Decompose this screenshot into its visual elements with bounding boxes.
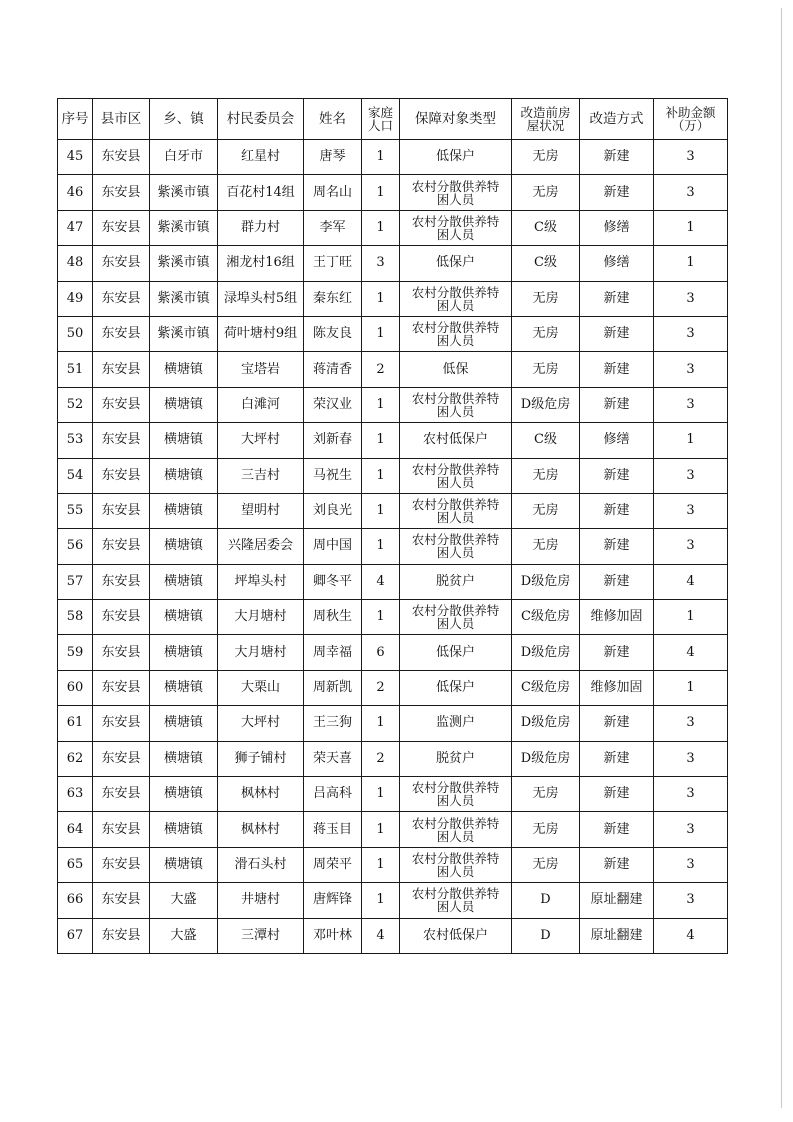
beneficiary-type-text: 农村分散供养特困人员 <box>411 603 500 632</box>
housing-condition-cell: 无房 <box>512 812 580 847</box>
table-row <box>58 777 728 812</box>
row-number-cell: 46 <box>58 175 93 210</box>
housing-condition-cell: C级危房 <box>512 600 580 635</box>
renovation-method-cell: 修缮 <box>580 246 654 281</box>
housing-condition-cell: 无房 <box>512 847 580 882</box>
household-size-cell: 1 <box>362 316 400 351</box>
county-cell: 东安县 <box>93 635 150 670</box>
subsidy-amount-cell: 3 <box>654 493 728 528</box>
county-cell: 东安县 <box>93 600 150 635</box>
village-committee-cell: 滑石头村 <box>218 847 304 882</box>
county-cell: 东安县 <box>93 458 150 493</box>
name-cell: 秦东红 <box>304 281 362 316</box>
township-cell: 紫溪市镇 <box>150 316 218 351</box>
renovation-method-cell: 新建 <box>580 281 654 316</box>
table-row <box>58 140 728 175</box>
county-cell: 东安县 <box>93 529 150 564</box>
renovation-method-cell: 修缮 <box>580 210 654 245</box>
row-number-cell: 58 <box>58 600 93 635</box>
subsidy-amount-cell: 3 <box>654 529 728 564</box>
name-cell: 李军 <box>304 210 362 245</box>
village-committee-cell: 三吉村 <box>218 458 304 493</box>
village-committee-cell: 枫林村 <box>218 777 304 812</box>
beneficiary-type-cell: 低保户 <box>400 140 512 175</box>
housing-condition-cell: 无房 <box>512 175 580 210</box>
housing-condition-cell: D级危房 <box>512 706 580 741</box>
village-committee-cell: 大坪村 <box>218 706 304 741</box>
county-cell: 东安县 <box>93 883 150 918</box>
household-size-cell: 6 <box>362 635 400 670</box>
household-size-cell: 2 <box>362 741 400 776</box>
township-cell: 横塘镇 <box>150 387 218 422</box>
header-cell: 序号 <box>58 99 93 140</box>
name-cell: 邓叶林 <box>304 918 362 953</box>
renovation-method-cell: 新建 <box>580 847 654 882</box>
beneficiary-type-cell: 低保 <box>400 352 512 387</box>
beneficiary-type-text: 农村分散供养特困人员 <box>411 851 500 879</box>
township-cell: 横塘镇 <box>150 423 218 458</box>
header-cell-text: 改造前房屋状况 <box>520 105 571 133</box>
township-cell: 紫溪市镇 <box>150 175 218 210</box>
name-cell: 唐辉锋 <box>304 883 362 918</box>
beneficiary-type-cell <box>400 812 512 847</box>
county-cell: 东安县 <box>93 847 150 882</box>
county-cell: 东安县 <box>93 706 150 741</box>
subsidy-amount-cell: 3 <box>654 847 728 882</box>
township-cell: 横塘镇 <box>150 847 218 882</box>
village-committee-cell: 三潭村 <box>218 918 304 953</box>
row-number-cell: 61 <box>58 706 93 741</box>
beneficiary-type-cell: 低保户 <box>400 246 512 281</box>
table-row <box>58 423 728 458</box>
table-row <box>58 600 728 635</box>
renovation-method-cell: 新建 <box>580 175 654 210</box>
township-cell: 横塘镇 <box>150 600 218 635</box>
renovation-method-cell: 新建 <box>580 493 654 528</box>
beneficiary-type-text: 农村分散供养特困人员 <box>411 213 500 242</box>
township-cell: 横塘镇 <box>150 458 218 493</box>
subsidy-amount-cell: 3 <box>654 387 728 422</box>
housing-condition-cell: D <box>512 883 580 918</box>
subsidy-amount-cell: 1 <box>654 210 728 245</box>
subsidy-table <box>57 98 728 954</box>
table-row <box>58 387 728 422</box>
housing-condition-cell: C级 <box>512 210 580 245</box>
county-cell: 东安县 <box>93 246 150 281</box>
subsidy-amount-cell: 3 <box>654 458 728 493</box>
beneficiary-type-cell: 低保户 <box>400 670 512 705</box>
household-size-cell: 1 <box>362 883 400 918</box>
table-row <box>58 706 728 741</box>
subsidy-amount-cell: 1 <box>654 423 728 458</box>
name-cell: 周秋生 <box>304 600 362 635</box>
county-cell: 东安县 <box>93 670 150 705</box>
beneficiary-type-text: 农村分散供养特困人员 <box>411 178 500 207</box>
name-cell: 吕高科 <box>304 777 362 812</box>
subsidy-amount-cell: 3 <box>654 741 728 776</box>
table-header-row <box>58 99 728 140</box>
renovation-method-cell: 新建 <box>580 706 654 741</box>
row-number-cell: 55 <box>58 493 93 528</box>
beneficiary-type-text: 农村分散供养特困人员 <box>411 320 500 349</box>
village-committee-cell: 枫林村 <box>218 812 304 847</box>
header-cell: 乡、镇 <box>150 99 218 140</box>
beneficiary-type-cell <box>400 458 512 493</box>
table-row <box>58 918 728 953</box>
renovation-method-cell: 原址翻建 <box>580 918 654 953</box>
name-cell: 周名山 <box>304 175 362 210</box>
subsidy-amount-cell: 3 <box>654 352 728 387</box>
household-size-cell: 1 <box>362 777 400 812</box>
beneficiary-type-cell <box>400 387 512 422</box>
county-cell: 东安县 <box>93 210 150 245</box>
township-cell: 横塘镇 <box>150 529 218 564</box>
subsidy-amount-cell: 1 <box>654 246 728 281</box>
beneficiary-type-cell <box>400 281 512 316</box>
township-cell: 横塘镇 <box>150 812 218 847</box>
housing-condition-cell: 无房 <box>512 352 580 387</box>
name-cell: 荣汉业 <box>304 387 362 422</box>
name-cell: 王丁旺 <box>304 246 362 281</box>
renovation-method-cell: 新建 <box>580 352 654 387</box>
housing-condition-cell: C级 <box>512 246 580 281</box>
beneficiary-type-cell <box>400 883 512 918</box>
county-cell: 东安县 <box>93 564 150 599</box>
household-size-cell: 1 <box>362 175 400 210</box>
beneficiary-type-cell: 农村低保户 <box>400 918 512 953</box>
township-cell: 横塘镇 <box>150 777 218 812</box>
page-edge <box>781 8 782 1108</box>
county-cell: 东安县 <box>93 352 150 387</box>
table-row <box>58 210 728 245</box>
subsidy-amount-cell: 1 <box>654 670 728 705</box>
row-number-cell: 50 <box>58 316 93 351</box>
village-committee-cell: 大坪村 <box>218 423 304 458</box>
subsidy-amount-cell: 3 <box>654 777 728 812</box>
housing-condition-cell: C级危房 <box>512 670 580 705</box>
household-size-cell: 2 <box>362 670 400 705</box>
beneficiary-type-text: 农村分散供养特困人员 <box>411 461 500 490</box>
renovation-method-cell: 新建 <box>580 529 654 564</box>
name-cell: 周荣平 <box>304 847 362 882</box>
county-cell: 东安县 <box>93 316 150 351</box>
header-cell <box>362 99 400 140</box>
household-size-cell: 1 <box>362 281 400 316</box>
township-cell: 大盛 <box>150 918 218 953</box>
housing-condition-cell: D级危房 <box>512 387 580 422</box>
village-committee-cell: 大月塘村 <box>218 635 304 670</box>
housing-condition-cell: D级危房 <box>512 635 580 670</box>
county-cell: 东安县 <box>93 387 150 422</box>
housing-condition-cell: D <box>512 918 580 953</box>
renovation-method-cell: 新建 <box>580 387 654 422</box>
header-cell: 县市区 <box>93 99 150 140</box>
table-row <box>58 883 728 918</box>
township-cell: 白牙市 <box>150 140 218 175</box>
village-committee-cell: 湘龙村16组 <box>218 246 304 281</box>
household-size-cell: 1 <box>362 706 400 741</box>
row-number-cell: 57 <box>58 564 93 599</box>
beneficiary-type-text: 农村分散供养特困人员 <box>411 886 500 915</box>
beneficiary-type-cell <box>400 847 512 882</box>
village-committee-cell: 兴隆居委会 <box>218 529 304 564</box>
row-number-cell: 60 <box>58 670 93 705</box>
village-committee-cell: 百花村14组 <box>218 175 304 210</box>
township-cell: 横塘镇 <box>150 670 218 705</box>
name-cell: 蒋清香 <box>304 352 362 387</box>
name-cell: 刘良光 <box>304 493 362 528</box>
row-number-cell: 56 <box>58 529 93 564</box>
village-committee-cell: 狮子铺村 <box>218 741 304 776</box>
beneficiary-type-cell <box>400 529 512 564</box>
household-size-cell: 1 <box>362 847 400 882</box>
renovation-method-cell: 维修加固 <box>580 600 654 635</box>
subsidy-amount-cell: 4 <box>654 564 728 599</box>
village-committee-cell: 宝塔岩 <box>218 352 304 387</box>
row-number-cell: 48 <box>58 246 93 281</box>
row-number-cell: 51 <box>58 352 93 387</box>
housing-condition-cell: 无房 <box>512 140 580 175</box>
table-row <box>58 812 728 847</box>
beneficiary-type-cell <box>400 777 512 812</box>
row-number-cell: 52 <box>58 387 93 422</box>
housing-condition-cell: D级危房 <box>512 741 580 776</box>
renovation-method-cell: 新建 <box>580 812 654 847</box>
township-cell: 横塘镇 <box>150 352 218 387</box>
row-number-cell: 54 <box>58 458 93 493</box>
village-committee-cell: 荷叶塘村9组 <box>218 316 304 351</box>
township-cell: 紫溪市镇 <box>150 246 218 281</box>
header-cell: 村民委员会 <box>218 99 304 140</box>
beneficiary-type-cell: 低保户 <box>400 635 512 670</box>
village-committee-cell: 群力村 <box>218 210 304 245</box>
housing-condition-cell: 无房 <box>512 281 580 316</box>
row-number-cell: 67 <box>58 918 93 953</box>
household-size-cell: 1 <box>362 493 400 528</box>
table-row <box>58 458 728 493</box>
village-committee-cell: 白滩河 <box>218 387 304 422</box>
header-cell <box>512 99 580 140</box>
beneficiary-type-cell <box>400 493 512 528</box>
beneficiary-type-text: 农村分散供养特困人员 <box>411 780 500 809</box>
name-cell: 王三狗 <box>304 706 362 741</box>
beneficiary-type-cell <box>400 316 512 351</box>
row-number-cell: 65 <box>58 847 93 882</box>
table-row <box>58 529 728 564</box>
household-size-cell: 1 <box>362 210 400 245</box>
beneficiary-type-cell: 脱贫户 <box>400 564 512 599</box>
renovation-method-cell: 新建 <box>580 635 654 670</box>
township-cell: 横塘镇 <box>150 706 218 741</box>
household-size-cell: 1 <box>362 140 400 175</box>
subsidy-amount-cell: 3 <box>654 316 728 351</box>
beneficiary-type-cell <box>400 600 512 635</box>
county-cell: 东安县 <box>93 175 150 210</box>
county-cell: 东安县 <box>93 423 150 458</box>
row-number-cell: 45 <box>58 140 93 175</box>
beneficiary-type-text: 农村分散供养特困人员 <box>411 497 500 526</box>
table-row <box>58 352 728 387</box>
table-row <box>58 847 728 882</box>
renovation-method-cell: 新建 <box>580 777 654 812</box>
table-body <box>58 140 728 954</box>
subsidy-amount-cell: 3 <box>654 175 728 210</box>
header-cell: 改造方式 <box>580 99 654 140</box>
subsidy-amount-cell: 4 <box>654 635 728 670</box>
name-cell: 刘新春 <box>304 423 362 458</box>
row-number-cell: 62 <box>58 741 93 776</box>
housing-condition-cell: C级 <box>512 423 580 458</box>
table-row <box>58 175 728 210</box>
township-cell: 紫溪市镇 <box>150 210 218 245</box>
header-cell: 姓名 <box>304 99 362 140</box>
county-cell: 东安县 <box>93 741 150 776</box>
housing-condition-cell: 无房 <box>512 493 580 528</box>
subsidy-amount-cell: 3 <box>654 883 728 918</box>
name-cell: 周幸福 <box>304 635 362 670</box>
village-committee-cell: 坪埠头村 <box>218 564 304 599</box>
name-cell: 陈友良 <box>304 316 362 351</box>
beneficiary-type-text: 农村分散供养特困人员 <box>411 390 500 419</box>
table-row <box>58 316 728 351</box>
household-size-cell: 1 <box>362 812 400 847</box>
table-row <box>58 281 728 316</box>
table-row <box>58 493 728 528</box>
renovation-method-cell: 新建 <box>580 564 654 599</box>
household-size-cell: 1 <box>362 529 400 564</box>
household-size-cell: 4 <box>362 564 400 599</box>
county-cell: 东安县 <box>93 812 150 847</box>
village-committee-cell: 井塘村 <box>218 883 304 918</box>
county-cell: 东安县 <box>93 281 150 316</box>
renovation-method-cell: 新建 <box>580 741 654 776</box>
name-cell: 周中国 <box>304 529 362 564</box>
renovation-method-cell: 新建 <box>580 316 654 351</box>
county-cell: 东安县 <box>93 493 150 528</box>
name-cell: 荣天喜 <box>304 741 362 776</box>
housing-condition-cell: 无房 <box>512 529 580 564</box>
household-size-cell: 2 <box>362 352 400 387</box>
row-number-cell: 66 <box>58 883 93 918</box>
subsidy-amount-cell: 3 <box>654 812 728 847</box>
county-cell: 东安县 <box>93 918 150 953</box>
housing-condition-cell: 无房 <box>512 458 580 493</box>
table-row <box>58 670 728 705</box>
village-committee-cell: 红星村 <box>218 140 304 175</box>
village-committee-cell: 望明村 <box>218 493 304 528</box>
village-committee-cell: 大月塘村 <box>218 600 304 635</box>
name-cell: 周新凯 <box>304 670 362 705</box>
subsidy-amount-cell: 3 <box>654 281 728 316</box>
table-row <box>58 741 728 776</box>
beneficiary-type-text: 农村分散供养特困人员 <box>411 532 500 561</box>
household-size-cell: 1 <box>362 600 400 635</box>
county-cell: 东安县 <box>93 777 150 812</box>
renovation-method-cell: 修缮 <box>580 423 654 458</box>
renovation-method-cell: 原址翻建 <box>580 883 654 918</box>
township-cell: 紫溪市镇 <box>150 281 218 316</box>
housing-condition-cell: 无房 <box>512 777 580 812</box>
household-size-cell: 1 <box>362 458 400 493</box>
household-size-cell: 1 <box>362 423 400 458</box>
name-cell: 卿冬平 <box>304 564 362 599</box>
household-size-cell: 3 <box>362 246 400 281</box>
housing-condition-cell: 无房 <box>512 316 580 351</box>
township-cell: 大盛 <box>150 883 218 918</box>
renovation-method-cell: 新建 <box>580 458 654 493</box>
beneficiary-type-cell <box>400 175 512 210</box>
table-row <box>58 564 728 599</box>
renovation-method-cell: 新建 <box>580 140 654 175</box>
beneficiary-type-cell: 脱贫户 <box>400 741 512 776</box>
table-row <box>58 635 728 670</box>
household-size-cell: 4 <box>362 918 400 953</box>
subsidy-amount-cell: 3 <box>654 140 728 175</box>
row-number-cell: 53 <box>58 423 93 458</box>
housing-condition-cell: D级危房 <box>512 564 580 599</box>
header-cell-text: 家庭人口 <box>367 105 393 133</box>
village-committee-cell: 大栗山 <box>218 670 304 705</box>
table-row <box>58 246 728 281</box>
row-number-cell: 49 <box>58 281 93 316</box>
row-number-cell: 64 <box>58 812 93 847</box>
subsidy-amount-cell: 3 <box>654 706 728 741</box>
township-cell: 横塘镇 <box>150 493 218 528</box>
subsidy-amount-cell: 1 <box>654 600 728 635</box>
beneficiary-type-cell <box>400 210 512 245</box>
household-size-cell: 1 <box>362 387 400 422</box>
county-cell: 东安县 <box>93 140 150 175</box>
beneficiary-type-text: 农村分散供养特困人员 <box>411 815 500 844</box>
name-cell: 唐琴 <box>304 140 362 175</box>
renovation-method-cell: 维修加固 <box>580 670 654 705</box>
village-committee-cell: 渌埠头村5组 <box>218 281 304 316</box>
township-cell: 横塘镇 <box>150 564 218 599</box>
header-cell-text: 补助金额（万） <box>665 105 716 133</box>
township-cell: 横塘镇 <box>150 741 218 776</box>
row-number-cell: 63 <box>58 777 93 812</box>
beneficiary-type-cell: 农村低保户 <box>400 423 512 458</box>
header-cell: 保障对象类型 <box>400 99 512 140</box>
name-cell: 马祝生 <box>304 458 362 493</box>
beneficiary-type-text: 农村分散供养特困人员 <box>411 284 500 313</box>
beneficiary-type-cell: 监测户 <box>400 706 512 741</box>
name-cell: 蒋玉目 <box>304 812 362 847</box>
row-number-cell: 47 <box>58 210 93 245</box>
row-number-cell: 59 <box>58 635 93 670</box>
header-cell <box>654 99 728 140</box>
subsidy-amount-cell: 4 <box>654 918 728 953</box>
township-cell: 横塘镇 <box>150 635 218 670</box>
